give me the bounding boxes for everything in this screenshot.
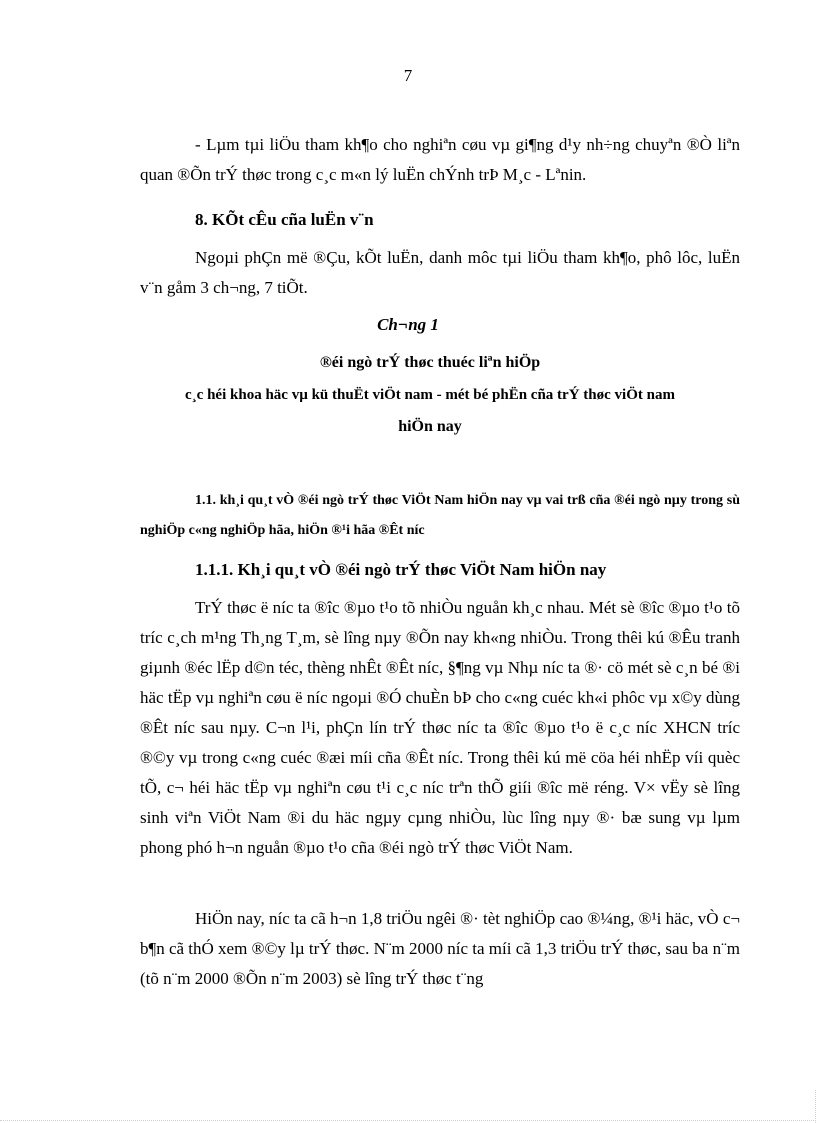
- chapter-label: Ch¬ng 1: [377, 315, 439, 334]
- page-bottom-border: [0, 1120, 816, 1121]
- section-8-body: Ngoµi phÇn më ®Çu, kÕt luËn, danh môc tµi liÖu tham kh¶o, phô lôc, luËn v¨n gåm 3 ch¬ng, 7 tiÕt.: [140, 248, 740, 297]
- chapter-title-line-3: hiÖn nay: [398, 418, 462, 435]
- section-1-1-heading: 1.1. kh¸i qu¸t vÒ ®éi ngò trÝ thøc ViÖt Nam hiÖn nay vµ vai trß cña ®éi ngò nµy trong sù nghiÖp c«ng nghiÖp hãa, hiÖn ®¹i hãa ®Êt níc: [140, 493, 740, 538]
- page-number: 7: [403, 66, 413, 85]
- section-8-heading: 8. KÕt cÊu cña luËn v¨n: [195, 210, 374, 229]
- chapter-title-line-2: c¸c héi khoa häc vµ kü thuËt viÖt nam - mét bé phËn cña trÝ thøc viÖt nam: [185, 387, 675, 403]
- intro-paragraph: - Lµm tµi liÖu tham kh¶o cho nghiªn cøu vµ gi¶ng d¹y nh÷ng chuyªn ®Ò liªn quan ®Õn trÝ thøc trong c¸c m«n lý luËn chÝnh trÞ M¸c - Lªnin.: [140, 135, 740, 184]
- body-paragraph-2: HiÖn nay, níc ta cã h¬n 1,8 triÖu ngêi ®· tèt nghiÖp cao ®¼ng, ®¹i häc, vÒ c¬ b¶n cã thÓ xem ®©y lµ trÝ thøc. N¨m 2000 níc ta míi cã 1,3 triÖu trÝ thøc, sau ba n¨m (tõ n¨m 2000 ®Õn n¨m 2003) sè lîng trÝ thøc t¨ng: [140, 909, 740, 988]
- section-1-1-1-heading: 1.1.1. Kh¸i qu¸t vÒ ®éi ngò trÝ thøc ViÖt Nam hiÖn nay: [195, 560, 607, 579]
- chapter-title-line-1: ®éi ngò trÝ thøc thuéc liªn hiÖp: [319, 354, 541, 371]
- body-paragraph-1: TrÝ thøc ë níc ta ®îc ®µo t¹o tõ nhiÒu nguån kh¸c nhau. Mét sè ®îc ®µo t¹o tõ tríc c¸ch m¹ng Th¸ng T¸m, sè lîng nµy ®Õn nay kh«ng nhiÒu. Trong thêi kú ®Êu tranh giµnh ®éc lËp d©n téc, thèng nhÊt ®Êt níc, §¶ng vµ Nhµ níc ta ®· cö mét sè c¸n bé ®i häc tËp vµ nghiªn cøu ë níc ngoµi ®Ó chuÈn bÞ cho c«ng cuéc kh«i phôc vµ x©y dùng ®Êt níc sau nµy. C¬n l¹i, phÇn lín trÝ thøc níc ta ®îc ®µo t¹o ë c¸c níc XHCN tríc ®©y vµ trong c«ng cuéc ®æi míi cña ®Êt níc. Trong thêi kú më cöa héi nhËp víi quèc tÕ, c¬ héi häc tËp vµ nghiªn cøu t¹i c¸c níc trªn thÕ giíi ®îc më réng. V× vËy sè lîng sinh viªn ViÖt Nam ®i du häc ngµy cµng nhiÒu, lùc lîng nµy ®· bæ sung vµ lµm phong phó h¬n nguån ®µo t¹o cña ®éi ngò trÝ thøc ViÖt Nam.: [140, 598, 740, 857]
